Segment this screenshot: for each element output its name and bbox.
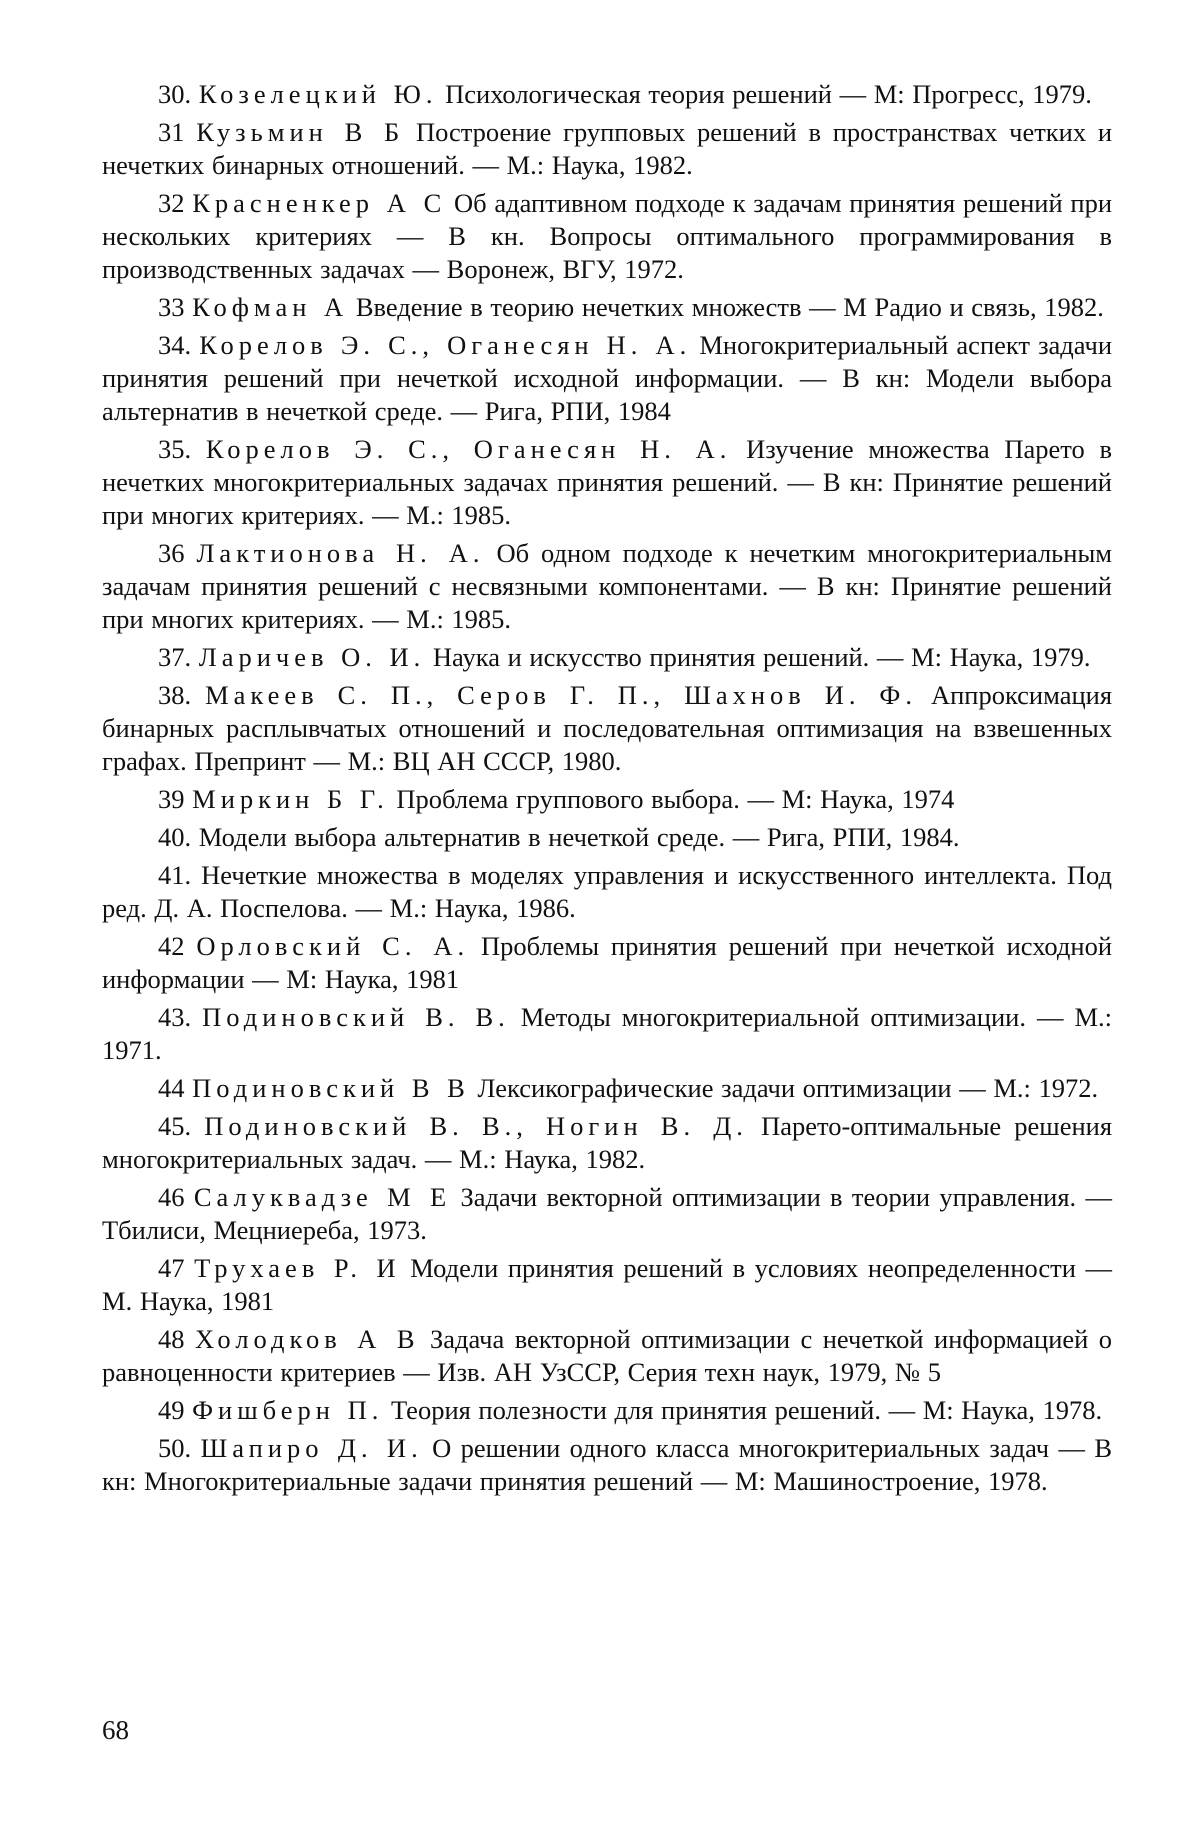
reference-author: Красненкер А С bbox=[192, 188, 447, 218]
reference-entry bbox=[102, 291, 1112, 324]
reference-author: Макеев С. П., Серов Г. П., Шахнов И. Ф. bbox=[205, 680, 917, 710]
reference-text: Психологическая теория решений — М: Прогресс, 1979. bbox=[445, 79, 1092, 109]
reference-entry bbox=[102, 78, 1112, 111]
reference-author: Кофман А bbox=[192, 292, 349, 322]
reference-number: 30. bbox=[158, 79, 192, 109]
reference-author: Корелов Э. С., Оганесян Н. А. bbox=[205, 434, 732, 464]
reference-author: Корелов Э. С., Оганесян Н. А. bbox=[199, 330, 692, 360]
reference-author: Подиновский В. В., Ногин В. Д. bbox=[204, 1111, 748, 1141]
reference-list bbox=[102, 78, 1112, 1498]
reference-page bbox=[102, 78, 1112, 1503]
reference-entry bbox=[102, 1110, 1112, 1176]
reference-number: 47 bbox=[158, 1253, 185, 1283]
reference-author: Шапиро Д. И. bbox=[200, 1433, 423, 1463]
reference-entry bbox=[102, 1252, 1112, 1318]
reference-text: Аппроксимация бинарных расплывчатых отношений и последовательная оптимизация на взвешенных графах. Препринт — М.: ВЦ АН СССР, 1980. bbox=[102, 680, 1113, 776]
reference-number: 33 bbox=[158, 292, 185, 322]
reference-entry bbox=[102, 1001, 1112, 1067]
reference-entry bbox=[102, 433, 1112, 532]
reference-entry bbox=[102, 821, 1112, 854]
reference-number: 40. bbox=[158, 822, 192, 852]
reference-author: Орловский С. А. bbox=[196, 931, 470, 961]
reference-number: 31 bbox=[158, 117, 185, 147]
reference-author: Ларичев О. И. bbox=[198, 642, 426, 672]
reference-text: Проблемы принятия решений при нечеткой исходной информации — М: Наука, 1981 bbox=[102, 931, 1113, 994]
reference-entry bbox=[102, 930, 1112, 996]
reference-entry bbox=[102, 1432, 1112, 1498]
reference-text: Нечеткие множества в моделях управления и искусственного интеллекта. Под ред. Д. А. Поспелова. — М.: Наука, 1986. bbox=[102, 860, 1112, 923]
reference-entry bbox=[102, 329, 1112, 428]
reference-text: Наука и искусство принятия решений. — М: Наука, 1979. bbox=[432, 642, 1091, 672]
reference-number: 37. bbox=[158, 642, 192, 672]
reference-number: 44 bbox=[158, 1073, 185, 1103]
reference-entry bbox=[102, 116, 1112, 182]
reference-text: Построение групповых решений в пространствах четких и нечетких бинарных отношений. — М.: Наука, 1982. bbox=[102, 117, 1113, 180]
reference-author: Фишберн П. bbox=[192, 1395, 384, 1425]
reference-entry bbox=[102, 641, 1112, 674]
reference-author: Подиновский В. В. bbox=[202, 1002, 510, 1032]
reference-entry bbox=[102, 859, 1112, 925]
reference-entry bbox=[102, 1181, 1112, 1247]
reference-number: 34. bbox=[158, 330, 192, 360]
reference-text: Задача векторной оптимизации с нечеткой информацией о равноценности критериев — Изв. АН УзССР, Серия техн наук, 1979, № 5 bbox=[102, 1324, 1113, 1387]
reference-number: 39 bbox=[158, 784, 185, 814]
reference-entry bbox=[102, 1323, 1112, 1389]
reference-number: 32 bbox=[158, 188, 185, 218]
reference-author: Лактионова Н. А. bbox=[196, 538, 485, 568]
reference-text: Многокритериальный аспект задачи принятия решений при нечеткой исходной информации. — В кн: Модели выбора альтернатив в нечеткой среде. — Рига, РПИ, 1984 bbox=[102, 330, 1112, 426]
reference-entry bbox=[102, 537, 1112, 636]
reference-text: Модели принятия решений в условиях неопределенности — М. Наука, 1981 bbox=[102, 1253, 1112, 1316]
reference-author: Миркин Б Г. bbox=[192, 784, 389, 814]
reference-number: 41. bbox=[158, 860, 192, 890]
page-number: 68 bbox=[102, 1715, 129, 1745]
reference-number: 49 bbox=[158, 1395, 185, 1425]
reference-number: 42 bbox=[158, 931, 185, 961]
reference-author: Козелецкий Ю. bbox=[198, 79, 438, 109]
reference-text: Изучение множества Парето в нечетких многокритериальных задачах принятия решений. — В кн: Принятие решений при многих критериях. — М.: 1985. bbox=[102, 434, 1113, 530]
reference-author: Трухаев Р. И bbox=[194, 1253, 401, 1283]
reference-entry bbox=[102, 1072, 1112, 1105]
reference-number: 48 bbox=[158, 1324, 185, 1354]
reference-entry bbox=[102, 783, 1112, 816]
reference-text: О решении одного класса многокритериальных задач — В кн: Многокритериальные задачи принятия решений — М: Машиностроение, 1978. bbox=[102, 1433, 1113, 1496]
reference-number: 38. bbox=[158, 680, 192, 710]
reference-text: Парето-оптимальные решения многокритериальных задач. — М.: Наука, 1982. bbox=[102, 1111, 1113, 1174]
reference-author: Подиновский В В bbox=[192, 1073, 470, 1103]
reference-text: Об одном подходе к нечетким многокритериальным задачам принятия решений с несвязными компонентами. — В кн: Принятие решений при многих критериях. — М.: 1985. bbox=[102, 538, 1113, 634]
reference-number: 50. bbox=[158, 1433, 192, 1463]
reference-entry bbox=[102, 187, 1112, 286]
reference-entry bbox=[102, 679, 1112, 778]
reference-number: 35. bbox=[158, 434, 192, 464]
reference-text: Об адаптивном подходе к задачам принятия решений при нескольких критериях — В кн. Вопросы оптимального программирования в производственных задачах — Воронеж, ВГУ, 1972. bbox=[102, 188, 1112, 284]
reference-text: Методы многокритериальной оптимизации. — М.: 1971. bbox=[102, 1002, 1113, 1065]
reference-text: Лексикографические задачи оптимизации — М.: 1972. bbox=[477, 1073, 1099, 1103]
reference-text: Модели выбора альтернатив в нечеткой среде. — Рига, РПИ, 1984. bbox=[198, 822, 960, 852]
reference-author: Холодков А В bbox=[194, 1324, 420, 1354]
reference-text: Введение в теорию нечетких множеств — М Радио и связь, 1982. bbox=[355, 292, 1104, 322]
reference-text: Теория полезности для принятия решений. — М: Наука, 1978. bbox=[391, 1395, 1103, 1425]
reference-number: 36 bbox=[158, 538, 185, 568]
reference-author: Кузьмин В Б bbox=[196, 117, 405, 147]
reference-number: 45. bbox=[158, 1111, 192, 1141]
reference-number: 43. bbox=[158, 1002, 192, 1032]
reference-entry bbox=[102, 1394, 1112, 1427]
reference-number: 46 bbox=[158, 1182, 185, 1212]
reference-author: Салуквадзе М Е bbox=[193, 1182, 452, 1212]
reference-text: Задачи векторной оптимизации в теории управления. — Тбилиси, Мецниереба, 1973. bbox=[102, 1182, 1112, 1245]
reference-text: Проблема группового выбора. — М: Наука, 1974 bbox=[396, 784, 955, 814]
